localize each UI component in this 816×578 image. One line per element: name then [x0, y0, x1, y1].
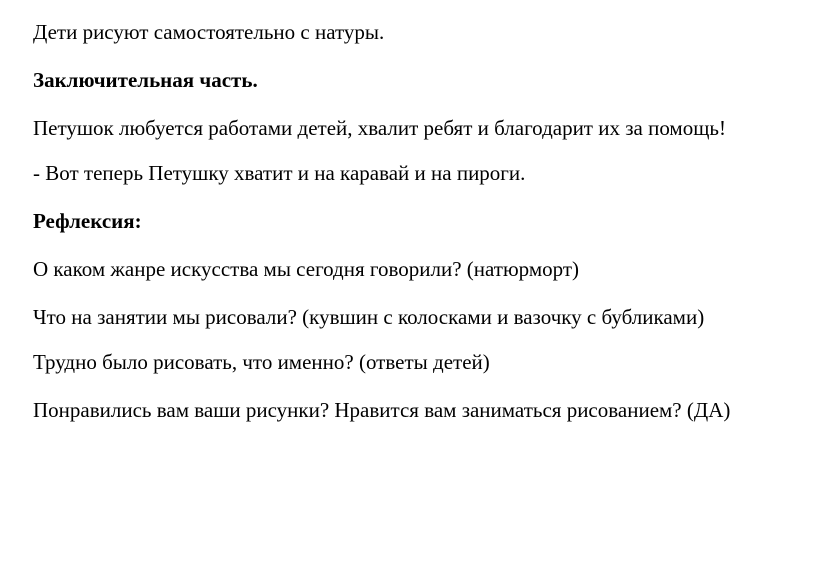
paragraph-rooster-enough: - Вот теперь Петушку хватит и на каравай и на пироги. [33, 161, 526, 185]
paragraph-rooster-praises: Петушок любуется работами детей, хвалит ребят и благодарит их за помощь! [33, 116, 726, 140]
question-what-drawn: Что на занятии мы рисовали? (кувшин с колосками и вазочку с бубликами) [33, 305, 705, 329]
question-liked-drawings: Понравились вам ваши рисунки? Нравится вам заниматься рисованием? (ДА) [33, 398, 731, 422]
question-art-genre: О каком жанре искусства мы сегодня говорили? (натюрморт) [33, 257, 580, 281]
heading-final-part: Заключительная часть. [33, 68, 258, 92]
heading-reflection: Рефлексия: [33, 209, 142, 233]
paragraph-drawing-from-nature: Дети рисуют самостоятельно с натуры. [33, 20, 385, 44]
question-difficulty: Трудно было рисовать, что именно? (ответы детей) [33, 350, 490, 374]
